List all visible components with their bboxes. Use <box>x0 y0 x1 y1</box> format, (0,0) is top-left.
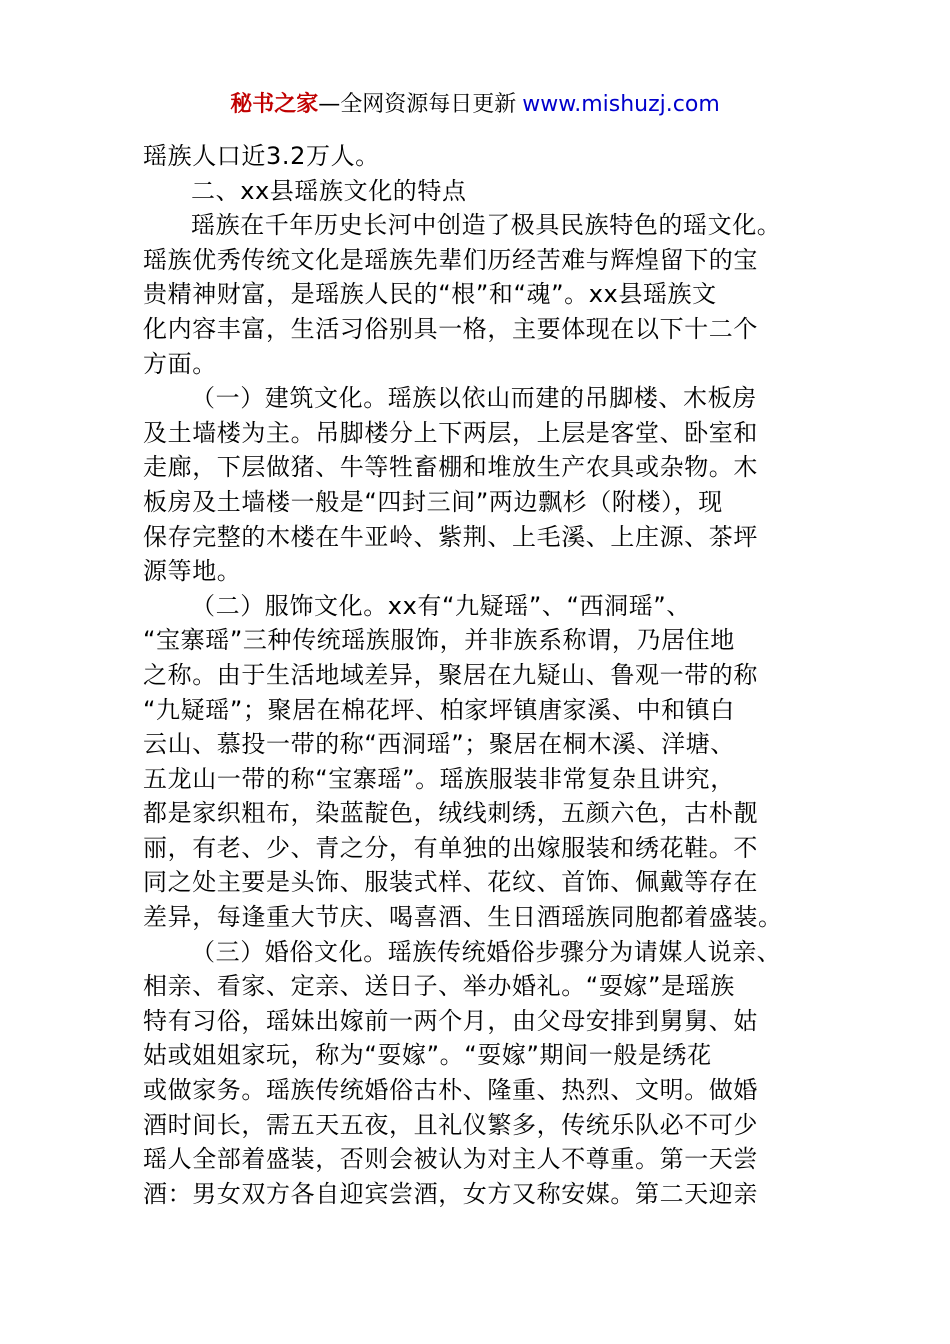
text-line: 同之处主要是头饰、服装式样、花纹、首饰、佩戴等存在 <box>143 868 758 897</box>
text-line: 板房及土墙楼一般是“四封三间”两边飘杉（附楼），现 <box>143 487 723 516</box>
header-tagline: —全网资源每日更新 <box>318 92 517 117</box>
text-line: 瑶人全部着盛装，否则会被认为对主人不尊重。第一天尝 <box>143 1145 758 1174</box>
text-line: 及土墙楼为主。吊脚楼分上下两层，上层是客堂、卧室和 <box>143 418 758 447</box>
text-line: 或做家务。瑶族传统婚俗古朴、隆重、热烈、文明。做婚 <box>143 1076 758 1105</box>
site-header <box>0 88 950 122</box>
text-line: （一）建筑文化。瑶族以依山而建的吊脚楼、木板房 <box>191 384 757 413</box>
text-line: 之称。由于生活地域差异，聚居在九疑山、鲁观一带的称 <box>143 660 758 689</box>
text-line: 瑶族人口近3.2万人。 <box>143 142 380 170</box>
text-line: “九疑瑶”；聚居在棉花坪、柏家坪镇唐家溪、中和镇白 <box>143 695 735 724</box>
text-line: “宝寨瑶”三种传统瑶族服饰，并非族系称谓，乃居住地 <box>143 626 735 655</box>
text-line: 保存完整的木楼在牛亚岭、紫荆、上毛溪、上庄源、茶坪 <box>143 522 758 551</box>
text-line: 特有习俗，瑶妹出嫁前一两个月，由父母安排到舅舅、姑 <box>143 1006 758 1035</box>
text-line: 化内容丰富，生活习俗别具一格，主要体现在以下十二个 <box>143 314 758 343</box>
brand-name: 秘书之家 <box>230 92 319 117</box>
text-line: （三）婚俗文化。瑶族传统婚俗步骤分为请媒人说亲、 <box>191 937 782 966</box>
text-line: 酒：男女双方各自迎宾尝酒，女方又称安媒。第二天迎亲 <box>143 1179 758 1208</box>
text-line: 云山、慕投一带的称“西洞瑶”；聚居在桐木溪、洋塘、 <box>143 730 735 759</box>
text-line: 源等地。 <box>143 557 242 586</box>
text-line: 丽，有老、少、青之分，有单独的出嫁服装和绣花鞋。不 <box>143 833 758 862</box>
text-line: 瑶族在千年历史长河中创造了极具民族特色的瑶文化。 <box>191 211 782 240</box>
text-line: 瑶族优秀传统文化是瑶族先辈们历经苦难与辉煌留下的宝 <box>143 245 758 274</box>
text-line: 走廊，下层做猪、牛等牲畜棚和堆放生产农具或杂物。木 <box>143 453 758 482</box>
site-url-link[interactable]: www.mishuzj.com <box>522 92 720 117</box>
text-line: 二、xx县瑶族文化的特点 <box>191 176 467 205</box>
document-body <box>143 139 843 1211</box>
text-line: 差异，每逢重大节庆、喝喜酒、生日酒瑶族同胞都着盛装。 <box>143 903 783 932</box>
text-line: 五龙山一带的称“宝寨瑶”。瑶族服装非常复杂且讲究， <box>143 764 735 793</box>
text-line: 都是家织粗布，染蓝靛色，绒线刺绣，五颜六色，古朴靓 <box>143 799 758 828</box>
text-line: 方面。 <box>143 349 217 378</box>
text-line: 相亲、看家、定亲、送日子、举办婚礼。“耍嫁”是瑶族 <box>143 972 735 1001</box>
text-line: （二）服饰文化。xx有“九疑瑶”、“西洞瑶”、 <box>191 591 691 620</box>
text-line: 贵精神财富，是瑶族人民的“根”和“魂”。xx县瑶族文 <box>143 280 717 309</box>
text-line: 姑或姐姐家玩，称为“耍嫁”。“耍嫁”期间一般是绣花 <box>143 1041 712 1070</box>
text-line: 酒时间长，需五天五夜，且礼仪繁多，传统乐队必不可少 <box>143 1110 758 1139</box>
